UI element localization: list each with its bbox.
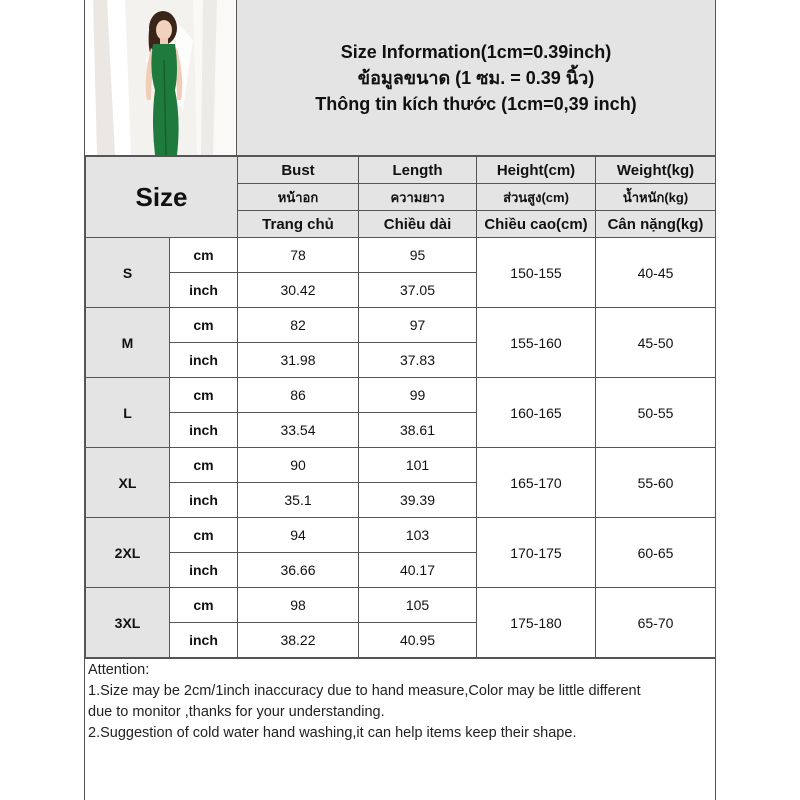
unit-cm: cm [170,238,238,273]
col-length-en: Length [359,157,477,184]
length-cm: 99 [359,378,477,413]
unit-cm: cm [170,308,238,343]
unit-inch: inch [170,413,238,448]
size-table [85,156,716,658]
info-line-th: ข้อมูลขนาด (1 ซม. = 0.39 นิ้ว) [357,67,595,88]
length-cm: 95 [359,238,477,273]
size-chart-sheet [84,0,716,800]
length-inch: 37.05 [359,273,477,308]
bust-inch: 31.98 [238,343,359,378]
note-line: 1.Size may be 2cm/1inch inaccuracy due to hand measure,Color may be little different [88,683,641,699]
col-height-vi: Chiều cao(cm) [477,211,596,238]
bust-inch: 35.1 [238,483,359,518]
bust-cm: 90 [238,448,359,483]
bust-cm: 82 [238,308,359,343]
length-cm: 105 [359,588,477,623]
length-inch: 38.61 [359,413,477,448]
weight-range: 60-65 [596,518,716,588]
length-inch: 40.95 [359,623,477,658]
length-cm: 97 [359,308,477,343]
length-cm: 101 [359,448,477,483]
height-range: 150-155 [477,238,596,308]
size-label: M [86,308,170,378]
size-label: XL [86,448,170,518]
note-line: due to monitor ,thanks for your understanding. [88,704,385,720]
unit-inch: inch [170,273,238,308]
size-label: L [86,378,170,448]
bust-inch: 33.54 [238,413,359,448]
length-inch: 39.39 [359,483,477,518]
height-range: 170-175 [477,518,596,588]
size-label: 2XL [86,518,170,588]
col-height-th: ส่วนสูง(cm) [477,184,596,211]
attention-notes [85,658,715,800]
weight-range: 45-50 [596,308,716,378]
model-photo-icon [85,0,235,155]
weight-range: 40-45 [596,238,716,308]
weight-range: 50-55 [596,378,716,448]
col-weight-vi: Cân nặng(kg) [596,211,716,238]
unit-cm: cm [170,378,238,413]
unit-cm: cm [170,518,238,553]
col-length-vi: Chiều dài [359,211,477,238]
col-bust-vi: Trang chủ [238,211,359,238]
bust-cm: 86 [238,378,359,413]
weight-range: 65-70 [596,588,716,658]
length-inch: 40.17 [359,553,477,588]
length-inch: 37.83 [359,343,477,378]
bust-inch: 36.66 [238,553,359,588]
notes-title: Attention: [88,662,150,678]
height-range: 175-180 [477,588,596,658]
size-label: 3XL [86,588,170,658]
col-height-en: Height(cm) [477,157,596,184]
unit-inch: inch [170,343,238,378]
height-range: 155-160 [477,308,596,378]
size-information-banner [237,0,715,156]
unit-inch: inch [170,553,238,588]
col-bust-th: หน้าอก [238,184,359,211]
height-range: 160-165 [477,378,596,448]
col-length-th: ความยาว [359,184,477,211]
bust-inch: 38.22 [238,623,359,658]
bust-cm: 98 [238,588,359,623]
bust-inch: 30.42 [238,273,359,308]
unit-inch: inch [170,623,238,658]
unit-cm: cm [170,588,238,623]
bust-cm: 78 [238,238,359,273]
col-weight-en: Weight(kg) [596,157,716,184]
height-range: 165-170 [477,448,596,518]
size-label: S [86,238,170,308]
unit-cm: cm [170,448,238,483]
size-header: Size [86,157,238,238]
length-cm: 103 [359,518,477,553]
col-bust-en: Bust [238,157,359,184]
unit-inch: inch [170,483,238,518]
col-weight-th: น้ำหนัก(kg) [596,184,716,211]
weight-range: 55-60 [596,448,716,518]
bust-cm: 94 [238,518,359,553]
info-line-vi: Thông tin kích thước (1cm=0,39 inch) [315,93,637,114]
info-line-en: Size Information(1cm=0.39inch) [340,41,612,62]
note-line: 2.Suggestion of cold water hand washing,it can help items keep their shape. [88,725,577,741]
product-photo [85,0,237,156]
